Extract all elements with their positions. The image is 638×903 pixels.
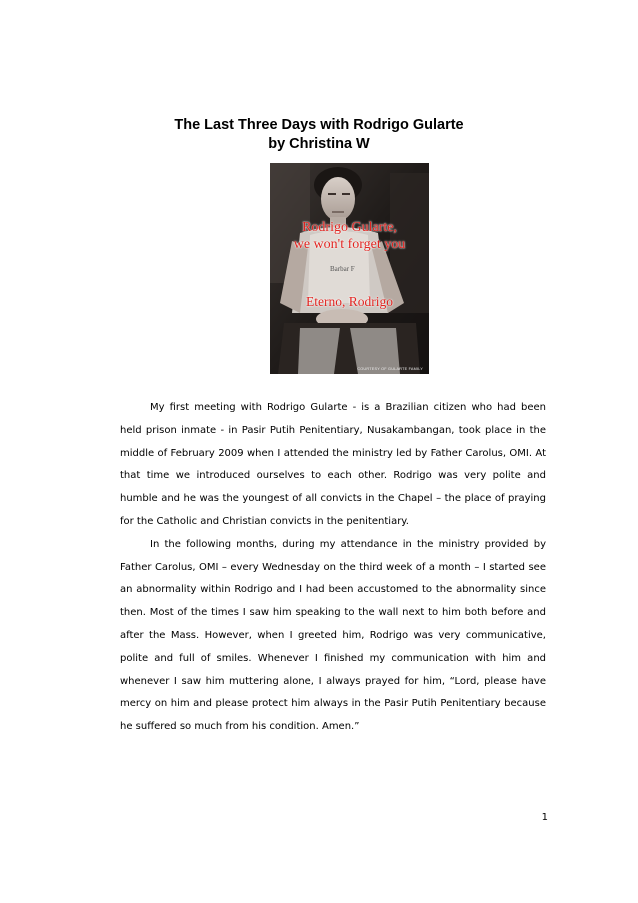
body-text <box>120 397 546 739</box>
portrait-illustration <box>270 163 429 374</box>
shirt-text: Barbar F <box>330 265 355 273</box>
document-title <box>0 116 638 154</box>
paragraph: My first meeting with Rodrigo Gularte - is a Brazilian citizen who had been held prison inmate - in Pasir Putih Penitentiary, Nusakambangan, took place in the middle of February 2009 when I attended the ministry led by Father Carolus, OMI. At that time we introduced ourselves to each other. Rodrigo was very polite and humble and he was the youngest of all convicts in the Chapel – the place of praying for the Catholic and Christian convicts in the penitentiary. <box>120 402 546 527</box>
photo-caption-line1: Rodrigo Gularte, <box>302 220 397 235</box>
author-line: by Christina W <box>268 136 370 152</box>
photo-caption-line2: we won't forget you <box>293 237 406 252</box>
photo-credit: COURTESY OF GULARTE FAMILY <box>357 367 423 371</box>
title-line: The Last Three Days with Rodrigo Gularte <box>174 117 464 133</box>
page-number: 1 <box>541 812 548 823</box>
portrait-photo <box>270 163 429 374</box>
paragraph: In the following months, during my attendance in the ministry provided by Father Carolus, OMI – every Wednesday on the third week of a month – I started see an abnormality within Rodrigo and I had been accustomed to the abnormality since then. Most of the times I saw him speaking to the wall next to him both before and after the Mass. However, when I greeted him, Rodrigo was very communicative, polite and full of smiles. Whenever I finished my communication with him and whenever I saw him muttering alone, I always prayed for him, “Lord, please have mercy on him and please protect him always in the Pasir Putih Penitentiary because he suffered so much from his condition. Amen.” <box>120 538 546 733</box>
photo-caption-line3: Eterno, Rodrigo <box>306 294 393 309</box>
